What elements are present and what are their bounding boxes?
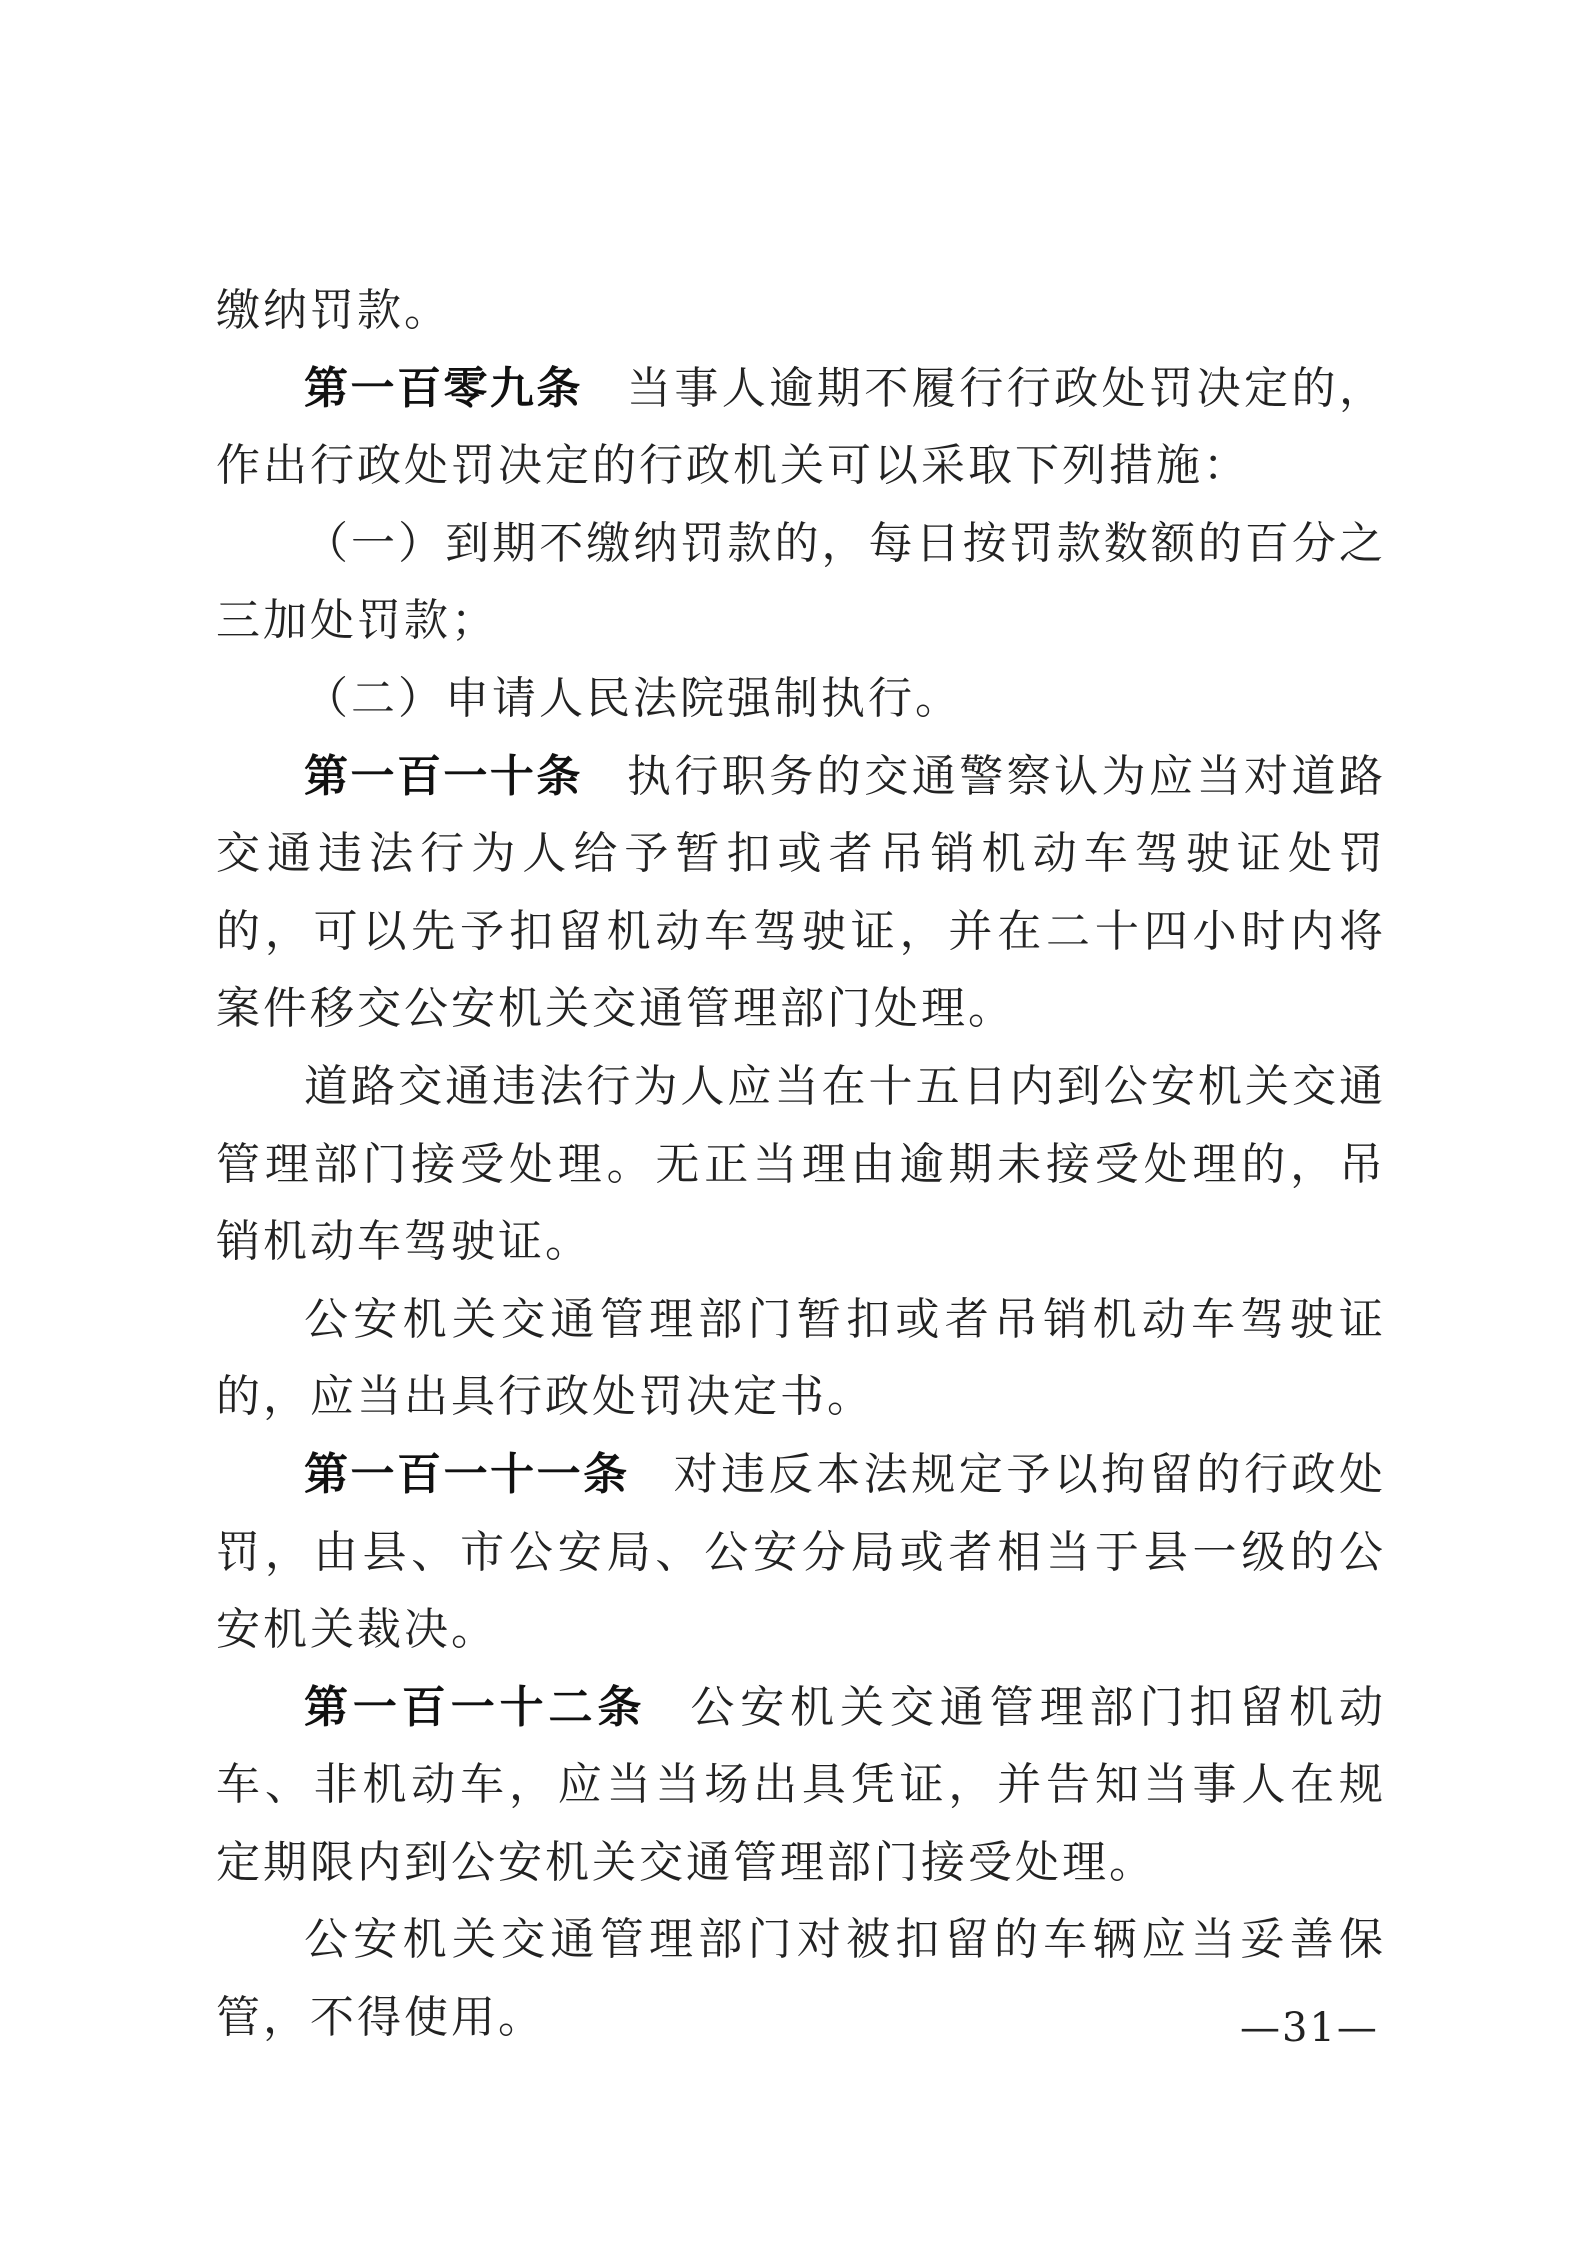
page-number: —31— <box>1240 2005 1379 2051</box>
article-110-para-3 <box>216 1281 1386 1436</box>
paragraph-text: 对违反本法规定予以拘留的行政处罚，由县、市公安局、公安分局或者相当于县一级的公安机关裁决。 <box>216 1448 1387 1656</box>
paragraph-continuation <box>216 272 1386 350</box>
article-109-item-2 <box>216 660 1386 738</box>
paragraph-text: 公安机关交通管理部门暂扣或者吊销机动车驾驶证的，应当出具行政处罚决定书。 <box>216 1293 1386 1423</box>
paragraph-text: 缴纳罚款。 <box>216 285 451 336</box>
article-110 <box>216 738 1386 1048</box>
paragraph-text: 当事人逾期不履行行政处罚决定的，作出行政处罚决定的行政机关可以采取下列措施： <box>216 362 1387 492</box>
paragraph-text: 道路交通违法行为人应当在十五日内到公安机关交通管理部门接受处理。无正当理由逾期未接受处理的，吊销机动车驾驶证。 <box>216 1060 1386 1268</box>
paragraph-text: （一）到期不缴纳罚款的，每日按罚款数额的百分之三加处罚款； <box>216 517 1386 647</box>
body-text <box>216 272 1386 2057</box>
paragraph-text: 公安机关交通管理部门扣留机动车、非机动车，应当当场出具凭证，并告知当事人在规定期限内到公安机关交通管理部门接受处理。 <box>216 1681 1387 1888</box>
paragraph-text: （二）申请人民法院强制执行。 <box>304 672 962 724</box>
article-112-para-2 <box>216 1901 1386 2056</box>
article-111 <box>216 1436 1386 1669</box>
article-112 <box>216 1669 1386 1902</box>
article-109-item-1 <box>216 505 1386 660</box>
article-heading: 第一百一十一条 <box>304 1448 630 1500</box>
article-110-para-2 <box>216 1048 1386 1281</box>
article-heading: 第一百一十条 <box>304 750 583 802</box>
article-heading: 第一百一十二条 <box>304 1681 647 1733</box>
paragraph-text: 公安机关交通管理部门对被扣留的车辆应当妥善保管，不得使用。 <box>216 1914 1386 2044</box>
article-heading: 第一百零九条 <box>304 362 583 414</box>
paragraph-text: 执行职务的交通警察认为应当对道路交通违法行为人给予暂扣或者吊销机动车驾驶证处罚的，可以先予扣留机动车驾驶证，并在二十四小时内将案件移交公安机关交通管理部门处理。 <box>216 750 1387 1035</box>
article-109 <box>216 350 1386 505</box>
